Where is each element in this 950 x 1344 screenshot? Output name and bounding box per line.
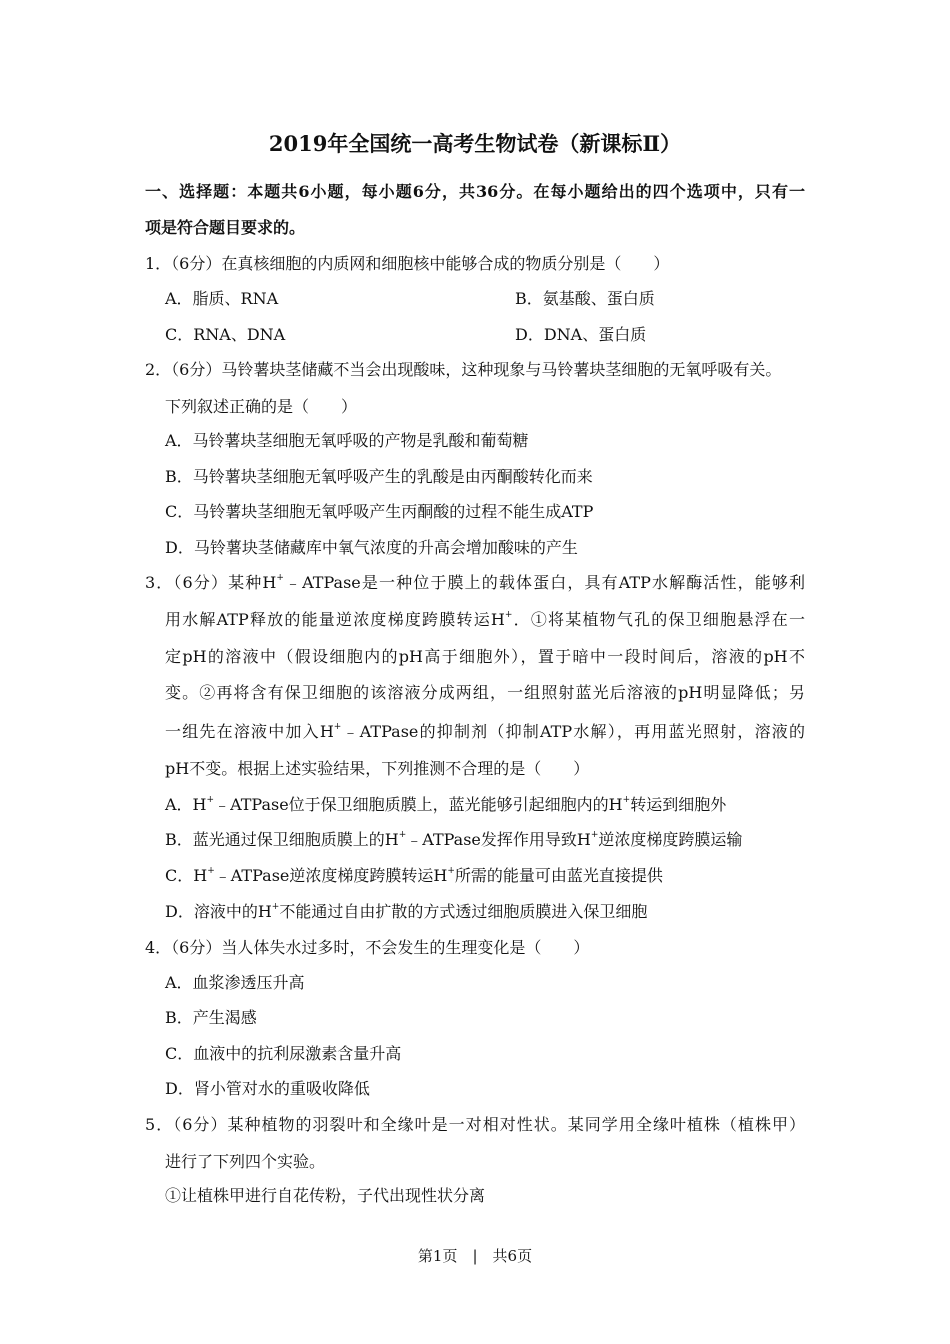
text-run: 2．（6分）马铃薯块茎储藏不当会出现酸味，这种现象与马铃薯块茎细胞的无氧呼吸有关。 [145, 360, 782, 379]
text-run: 5．（6分）某种植物的羽裂叶和全缘叶是一对相对性状。某同学用全缘叶植株（植株甲） [145, 1115, 805, 1134]
superscript: + [590, 830, 599, 840]
text-run: 4．（6分）当人体失水过多时，不会发生的生理变化是（ ） [145, 938, 590, 957]
section-heading-line [145, 218, 305, 238]
text-run: ﹣ATPase的抑制剂（抑制ATP水解），再用蓝光照射，溶液的 [341, 722, 805, 741]
text-run: 定pH的溶液中（假设细胞内的pH高于细胞外），置于暗中一段时间后，溶液的pH不 [165, 647, 805, 666]
line-content [165, 1079, 370, 1098]
text-run: 3．（6分）某种H [145, 573, 277, 592]
option-right-column [515, 325, 646, 345]
text-line [165, 502, 593, 522]
line-content [145, 360, 781, 379]
text-run: D．马铃薯块茎储藏库中氧气浓度的升高会增加酸味的产生 [165, 538, 578, 557]
text-run: 转运到细胞外 [630, 795, 727, 814]
section-heading-line [145, 182, 805, 202]
line-content [145, 573, 805, 592]
text-run: 进行了下列四个实验。 [165, 1152, 326, 1171]
superscript: + [333, 722, 342, 732]
text-run: A．马铃薯块茎细胞无氧呼吸的产物是乳酸和葡萄糖 [165, 431, 529, 450]
superscript: + [398, 830, 407, 840]
option-right-column [515, 289, 655, 309]
line-content [165, 1044, 401, 1063]
line-content [165, 610, 805, 629]
text-run: C．H [165, 866, 208, 885]
text-run: B．氨基酸、蛋白质 [515, 289, 655, 308]
text-run: B．蓝光通过保卫细胞质膜上的H [165, 830, 399, 849]
line-content [145, 254, 669, 273]
text-line [165, 289, 655, 309]
line-content [165, 902, 647, 921]
text-line [165, 431, 529, 451]
text-line [165, 902, 647, 922]
text-run: ①让植株甲进行自花传粉，子代出现性状分离 [165, 1186, 486, 1205]
text-line [165, 1186, 485, 1206]
line-content [165, 397, 357, 416]
text-line [165, 1008, 257, 1028]
line-content [165, 1008, 257, 1027]
question-stem-line [145, 1115, 805, 1135]
text-run: 下列叙述正确的是（ ） [165, 397, 358, 416]
text-line [165, 325, 647, 345]
line-content [145, 938, 589, 957]
text-line [165, 795, 726, 815]
text-line [165, 397, 357, 417]
text-run: 1．（6分）在真核细胞的内质网和细胞核中能够合成的物质分别是（ ） [145, 254, 670, 273]
superscript: + [447, 866, 455, 876]
superscript: + [276, 573, 284, 583]
superscript: + [207, 866, 215, 876]
text-run: ﹣ATPase逆浓度梯度跨膜转运H [214, 866, 448, 885]
text-run: C．马铃薯块茎细胞无氧呼吸产生丙酮酸的过程不能生成ATP [165, 502, 594, 521]
text-line [165, 1079, 370, 1099]
text-run: A．血浆渗透压升高 [165, 973, 305, 992]
text-run: C．血液中的抗利尿激素含量升高 [165, 1044, 402, 1063]
line-content [165, 722, 805, 741]
text-line [165, 610, 805, 630]
text-run: ﹣ATPase是一种位于膜上的载体蛋白，具有ATP水解酶活性，能够利 [283, 573, 805, 592]
page-title: 2019年全国统一高考生物试卷（新课标Ⅱ） [268, 131, 682, 156]
line-content [165, 431, 529, 450]
text-line [165, 467, 593, 487]
line-content [165, 866, 663, 885]
text-line [165, 866, 663, 886]
line-content [145, 182, 805, 201]
text-line [165, 973, 305, 993]
text-run: 一、选择题：本题共6小题，每小题6分，共36分。在每小题给出的四个选项中，只有一 [145, 182, 805, 201]
line-content [165, 683, 805, 702]
line-content [145, 218, 305, 237]
text-run: A．H [165, 795, 207, 814]
line-content [165, 1186, 485, 1205]
text-run: C．RNA、DNA [165, 325, 286, 344]
superscript: + [622, 795, 631, 805]
text-run: 项是符合题目要求的。 [145, 218, 306, 237]
line-content [165, 759, 589, 778]
text-run: A．脂质、RNA [165, 289, 279, 308]
text-run: ．①将某植物气孔的保卫细胞悬浮在一 [512, 610, 805, 629]
question-stem-line [145, 360, 781, 380]
line-content [145, 1115, 805, 1134]
question-stem-line [145, 254, 669, 274]
question-stem-line [145, 938, 589, 958]
line-content [165, 830, 742, 849]
line-content [165, 502, 593, 521]
text-run: D．溶液中的H [165, 902, 272, 921]
superscript: + [271, 902, 280, 912]
text-run: B．马铃薯块茎细胞无氧呼吸产生的乳酸是由丙酮酸转化而来 [165, 467, 593, 486]
text-line [165, 1044, 401, 1064]
question-stem-line [145, 573, 805, 593]
text-run: pH不变。根据上述实验结果，下列推测不合理的是（ ） [165, 759, 590, 778]
text-line [165, 759, 589, 779]
text-line [165, 830, 742, 850]
line-content [165, 538, 578, 557]
line-content [165, 973, 305, 992]
text-run: 不能通过自由扩散的方式透过细胞质膜进入保卫细胞 [279, 902, 648, 921]
text-line [165, 647, 805, 667]
text-run: D．肾小管对水的重吸收降低 [165, 1079, 370, 1098]
text-run: 所需的能量可由蓝光直接提供 [454, 866, 663, 885]
text-line [165, 1152, 325, 1172]
line-content [165, 1152, 325, 1171]
text-run: 变。②再将含有保卫细胞的该溶液分成两组，一组照射蓝光后溶液的pH明显降低；另 [165, 683, 805, 702]
text-run: D．DNA、蛋白质 [515, 325, 647, 344]
line-content [165, 647, 805, 666]
line-content [165, 467, 593, 486]
line-content [165, 325, 285, 344]
line-content [165, 289, 278, 308]
text-line [165, 683, 805, 703]
text-run: 一组先在溶液中加入H [165, 722, 334, 741]
text-line [165, 722, 805, 742]
text-run: 逆浓度梯度跨膜运输 [598, 830, 743, 849]
text-run: ﹣ATPase发挥作用导致H [406, 830, 591, 849]
line-content [165, 795, 726, 814]
text-line [165, 538, 578, 558]
superscript: + [206, 795, 215, 805]
text-run: ﹣ATPase位于保卫细胞质膜上，蓝光能够引起细胞内的H [214, 795, 623, 814]
text-run: 用水解ATP释放的能量逆浓度梯度跨膜转运H [165, 610, 505, 629]
page-footer: 第1页 | 共6页 [417, 1247, 533, 1265]
text-run: B．产生渴感 [165, 1008, 257, 1027]
superscript: + [504, 610, 513, 620]
